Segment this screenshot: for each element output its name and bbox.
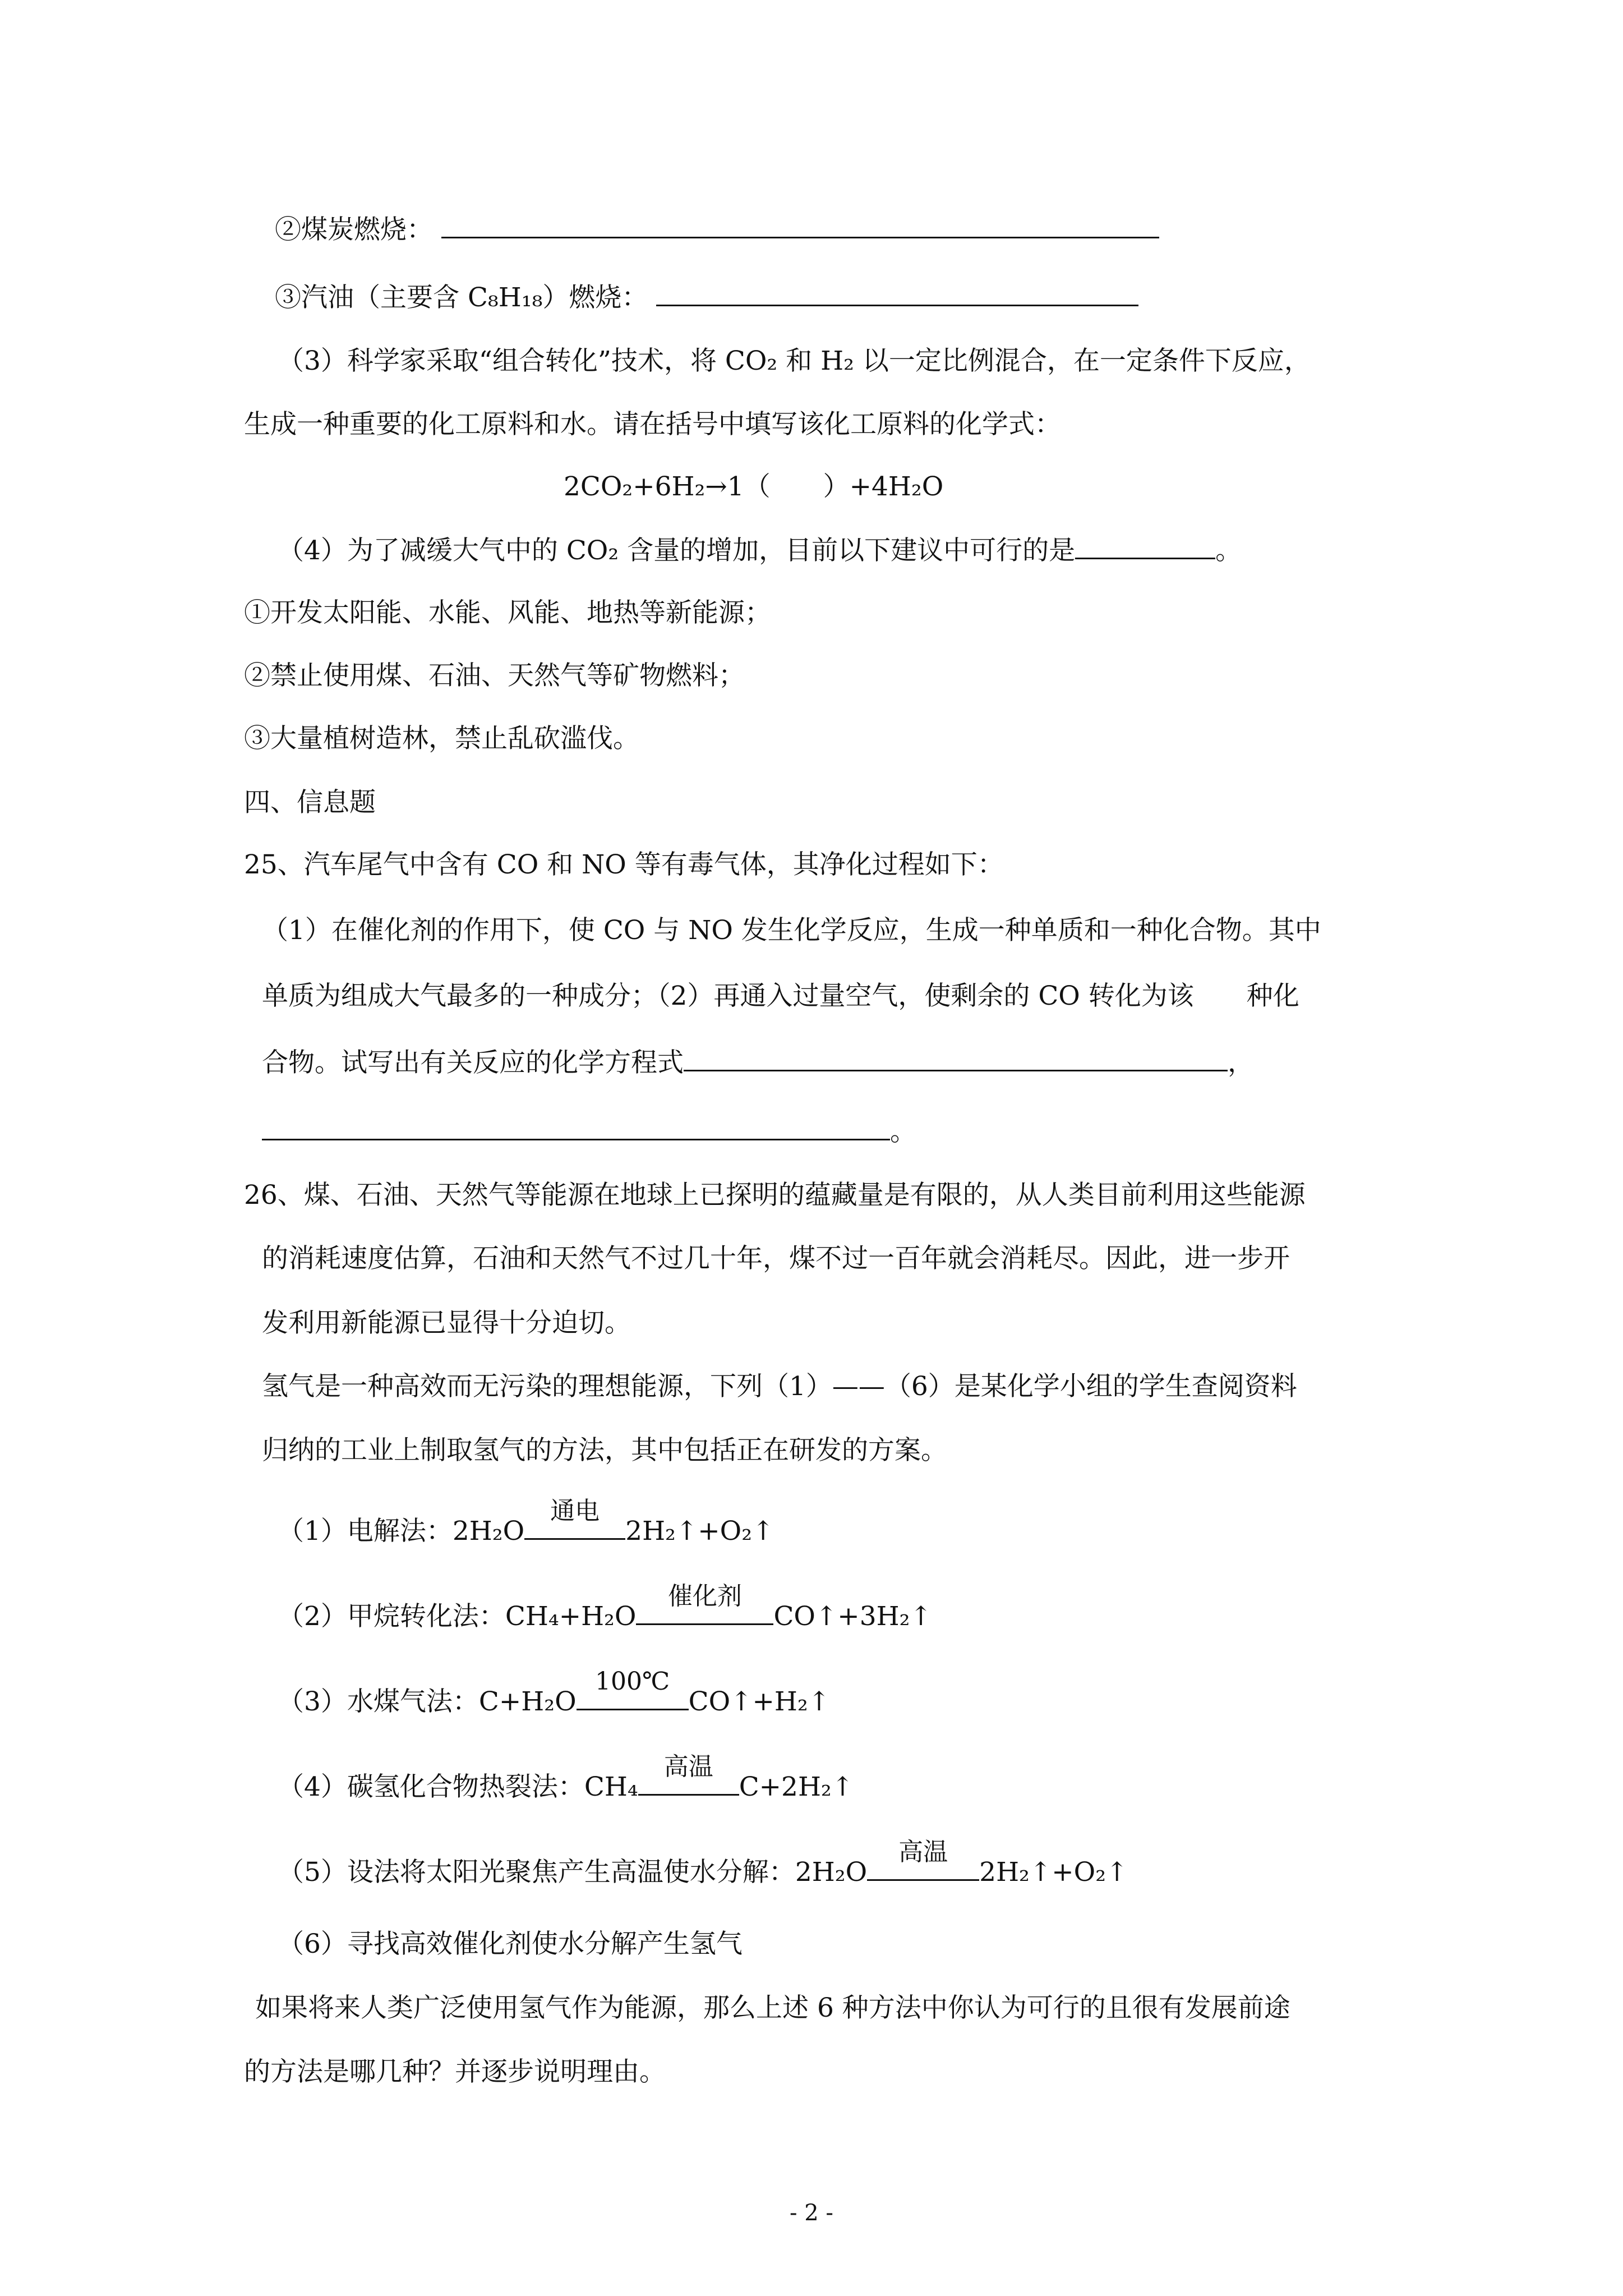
- q26-method1: [278, 1497, 774, 1548]
- q26-method5-products: 2H₂↑+O₂↑: [979, 1857, 1128, 1888]
- q25-line5: [262, 1114, 916, 1149]
- q26-method4: [278, 1752, 854, 1804]
- q25-equation1-blank[interactable]: [684, 1045, 1228, 1071]
- q25-equation2-blank[interactable]: [262, 1114, 890, 1140]
- q24-part3-line1: （3）科学家采取“组合转化”技术，将 CO₂ 和 H₂ 以一定比例混合，在一定条件下反应，: [278, 346, 1311, 376]
- q26-line1: 26、煤、石油、天然气等能源在地球上已探明的蕴藏量是有限的，从人类目前利用这些能源: [244, 1180, 1306, 1211]
- q26-method5-condition: [867, 1838, 979, 1889]
- q24-part4-answer-blank[interactable]: [1075, 533, 1215, 559]
- q24-part3-equation: 2CO₂+6H₂→1（ ）+4H₂O: [564, 471, 944, 502]
- q26-question-line2: 的方法是哪几种？并逐步说明理由。: [244, 2056, 666, 2087]
- q24-part4-end: 。: [1215, 535, 1242, 566]
- q26-method6: （6）寻找高效催化剂使水分解产生氢气: [278, 1929, 743, 1959]
- q26-question-line1: 如果将来人类广泛使用氢气作为能源，那么上述 6 种方法中你认为可行的且很有发展前途: [255, 1993, 1290, 2023]
- q26-method3-reactants: （3）水煤气法：C+H₂O: [278, 1686, 577, 1717]
- q26-method3-condition: [577, 1667, 689, 1719]
- q26-method4-condition-text: 高温: [663, 1752, 713, 1781]
- q25-line4-text: 合物。试写出有关反应的化学方程式: [262, 1047, 684, 1078]
- q26-method2-products: CO↑+3H₂↑: [773, 1601, 932, 1632]
- q26-method3-products: CO↑+H₂↑: [688, 1686, 831, 1717]
- q24-item2-answer-blank[interactable]: [441, 212, 1159, 238]
- q25-line2: （1）在催化剂的作用下，使 CO 与 NO 发生化学反应，生成一种单质和一种化合物。其中: [262, 915, 1321, 946]
- q24-option2: ②禁止使用煤、石油、天然气等矿物燃料；: [244, 660, 745, 691]
- q25-line1: 25、汽车尾气中含有 CO 和 NO 等有毒气体，其净化过程如下：: [244, 849, 1004, 880]
- q24-item2-line: [275, 212, 1159, 247]
- q26-method4-products: C+2H₂↑: [739, 1772, 854, 1802]
- q26-method4-reactants: （4）碳氢化合物热裂法：CH₄: [278, 1772, 638, 1802]
- q24-item2-label: ②煤炭燃烧：: [275, 214, 433, 245]
- q24-option3: ③大量植树造林，禁止乱砍滥伐。: [244, 723, 639, 754]
- q26-line2: 的消耗速度估算，石油和天然气不过几十年，煤不过一百年就会消耗尽。因此，进一步开: [262, 1243, 1290, 1274]
- q26-method2-condition: [636, 1582, 773, 1634]
- q24-item3-answer-blank[interactable]: [656, 280, 1138, 306]
- q26-method5-condition-text: 高温: [898, 1838, 948, 1866]
- q26-method1-condition-text: 通电: [550, 1497, 600, 1525]
- q26-method3: [278, 1667, 831, 1719]
- q26-method1-condition: [524, 1497, 625, 1548]
- q26-method1-reactants: （1）电解法：2H₂O: [278, 1516, 525, 1547]
- q26-method2-reactants: （2）甲烷转化法：CH₄+H₂O: [278, 1601, 637, 1632]
- q24-option1: ①开发太阳能、水能、风能、地热等新能源；: [244, 597, 771, 628]
- section4-title: 四、信息题: [244, 787, 376, 818]
- q26-method1-products: 2H₂↑+O₂↑: [625, 1516, 774, 1547]
- page-number: - 2 -: [790, 2200, 833, 2226]
- q26-line5: 归纳的工业上制取氢气的方法，其中包括正在研发的方案。: [262, 1435, 947, 1466]
- q24-item3-line: [275, 280, 1138, 315]
- q25-line4: [262, 1045, 1254, 1080]
- q24-part4-line: [278, 533, 1242, 568]
- q24-part3-line2: 生成一种重要的化工原料和水。请在括号中填写该化工原料的化学式：: [244, 409, 1061, 440]
- q26-line3: 发利用新能源已显得十分迫切。: [262, 1308, 631, 1338]
- q24-item3-label: ③汽油（主要含 C₈H₁₈）燃烧：: [275, 282, 648, 313]
- q26-method4-condition: [638, 1752, 739, 1804]
- q25-line3: 单质为组成大气最多的一种成分；（2）再通入过量空气，使剩余的 CO 转化为该 种化: [262, 981, 1299, 1011]
- q26-method2: [278, 1582, 932, 1634]
- q26-method3-condition-text: 100℃: [595, 1667, 670, 1696]
- q25-line5-end: 。: [890, 1116, 916, 1147]
- q26-line4: 氢气是一种高效而无污染的理想能源，下列（1）——（6）是某化学小组的学生查阅资料: [262, 1371, 1297, 1402]
- q26-method5: [278, 1838, 1128, 1889]
- q25-line4-end: ，: [1228, 1047, 1254, 1078]
- q26-method2-condition-text: 催化剂: [667, 1582, 742, 1611]
- q26-method5-reactants: （5）设法将太阳光聚焦产生高温使水分解：2H₂O: [278, 1857, 868, 1888]
- q24-part4-text: （4）为了减缓大气中的 CO₂ 含量的增加，目前以下建议中可行的是: [278, 535, 1076, 566]
